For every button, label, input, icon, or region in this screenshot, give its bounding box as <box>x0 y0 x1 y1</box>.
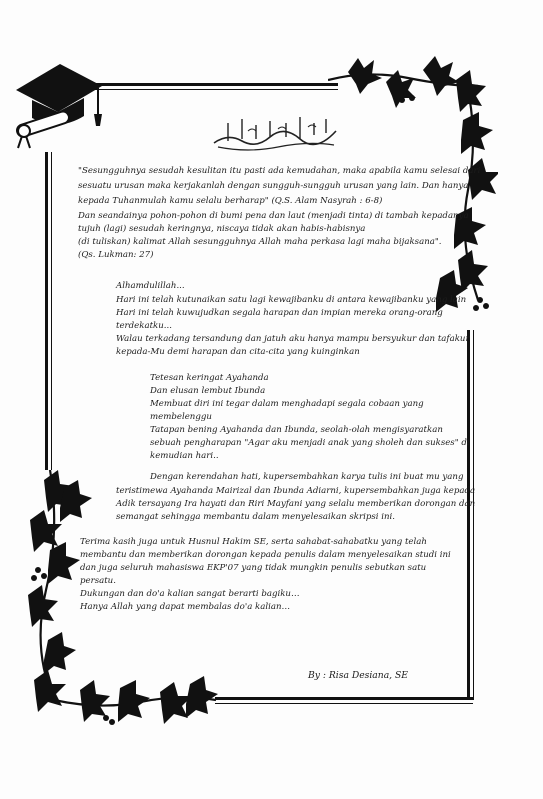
gratitude-line-3: Hari ini telah kuwujudkan segala harapan dan impian mereka orang-orang <box>116 308 443 318</box>
frame-bottom-line <box>215 697 473 700</box>
poem-line-3: Membuat diri ini tegar dalam menghadapi segala cobaan yang <box>150 399 424 409</box>
thanks-line-6: Hanya Allah yang dapat membalas do'a kalian… <box>80 602 291 612</box>
poem-line-1: Tetesan keringat Ayahanda <box>150 373 269 383</box>
quran-line-3: kepada Tuhanmulah kamu selalu berharap" (Q.S. Alam Nasyrah : 6-8) <box>78 196 383 206</box>
gratitude-line-4: terdekatku... <box>116 321 172 331</box>
quran-line-2: sesuatu urusan maka kerjakanlah dengan sungguh-sungguh urusan yang lain. Dan hanya <box>78 181 469 191</box>
gratitude-line-1: Alhamdulillah... <box>116 281 185 291</box>
thanks-line-1: Terima kasih juga untuk Husnul Hakim SE, serta sahabat-sahabatku yang telah <box>80 537 427 547</box>
dedication-line-1: Dengan kerendahan hati, kupersembahkan karya tulis ini buat mu yang <box>150 472 464 482</box>
quran-line-6: (di tuliskan) kalimat Allah sesungguhnya Allah maha perkasa lagi maha bijaksana". <box>78 237 442 247</box>
poem-line-4: membelenggu <box>150 412 212 422</box>
dedication-line-4: semangat sehingga membantu dalam menyelesaikan skripsi ini. <box>116 512 395 522</box>
gratitude-line-5: Walau terkadang tersandung dan jatuh aku hanya mampu bersyukur dan tafakur <box>116 334 470 344</box>
thanks-line-3: dan juga seluruh mahasiswa EKP'07 yang tidak mungkin penulis sebutkan satu <box>80 563 427 573</box>
frame-left-line <box>45 152 48 470</box>
poem-line-7: kemudian hari.. <box>150 451 219 461</box>
dedication-line-2: teristimewa Ayahanda Mairizal dan Ibunda Adiarni, kupersembahkan juga kepada <box>116 486 476 496</box>
poem-line-5: Tatapan bening Ayahanda dan Ibunda, seolah-olah mengisyaratkan <box>150 425 443 435</box>
quran-line-7: (Qs. Lukman: 27) <box>78 250 154 260</box>
gratitude-line-6: kepada-Mu demi harapan dan cita-cita yang kuinginkan <box>116 347 360 357</box>
signature: By : Risa Desiana, SE <box>308 670 409 681</box>
frame-left-line-thin <box>51 152 52 470</box>
quran-line-4: Dan seandainya pohon-pohon di bumi pena dan laut (menjadi tinta) di tambah kepadanya <box>78 211 469 221</box>
dedication-line-3: Adik tersayang Ira hayati dan Riri Mayfani yang selalu memberikan dorongan dan <box>116 499 476 509</box>
thanks-line-2: membantu dan memberikan dorongan kepada penulis dalam menyelesaikan studi ini <box>80 550 451 560</box>
frame-bottom-line-thin <box>215 703 473 704</box>
quran-line-1: "Sesungguhnya sesudah kesulitan itu pasti ada kemudahan, maka apabila kamu selesai dari <box>78 166 481 176</box>
quran-line-5: tujuh (lagi) sesudah keringnya, niscaya tidak akan habis-habisnya <box>78 224 366 234</box>
thanks-line-5: Dukungan dan do'a kalian sangat berarti bagiku… <box>80 589 300 599</box>
graduation-cap-icon <box>10 56 110 151</box>
frame-right-line-thin <box>473 330 474 700</box>
gratitude-line-2: Hari ini telah kutunaikan satu lagi kewajibanku di antara kewajibanku yang lain <box>116 295 467 305</box>
frame-right-line <box>467 330 470 700</box>
basmala-calligraphy <box>208 113 342 153</box>
poem-line-6: sebuah pengharapan "Agar aku menjadi anak yang sholeh dan sukses" di <box>150 438 470 448</box>
frame-top-line <box>95 83 338 86</box>
frame-top-line-thin <box>95 89 338 90</box>
poem-line-2: Dan elusan lembut Ibunda <box>150 386 266 396</box>
thanks-line-4: persatu. <box>80 576 116 586</box>
